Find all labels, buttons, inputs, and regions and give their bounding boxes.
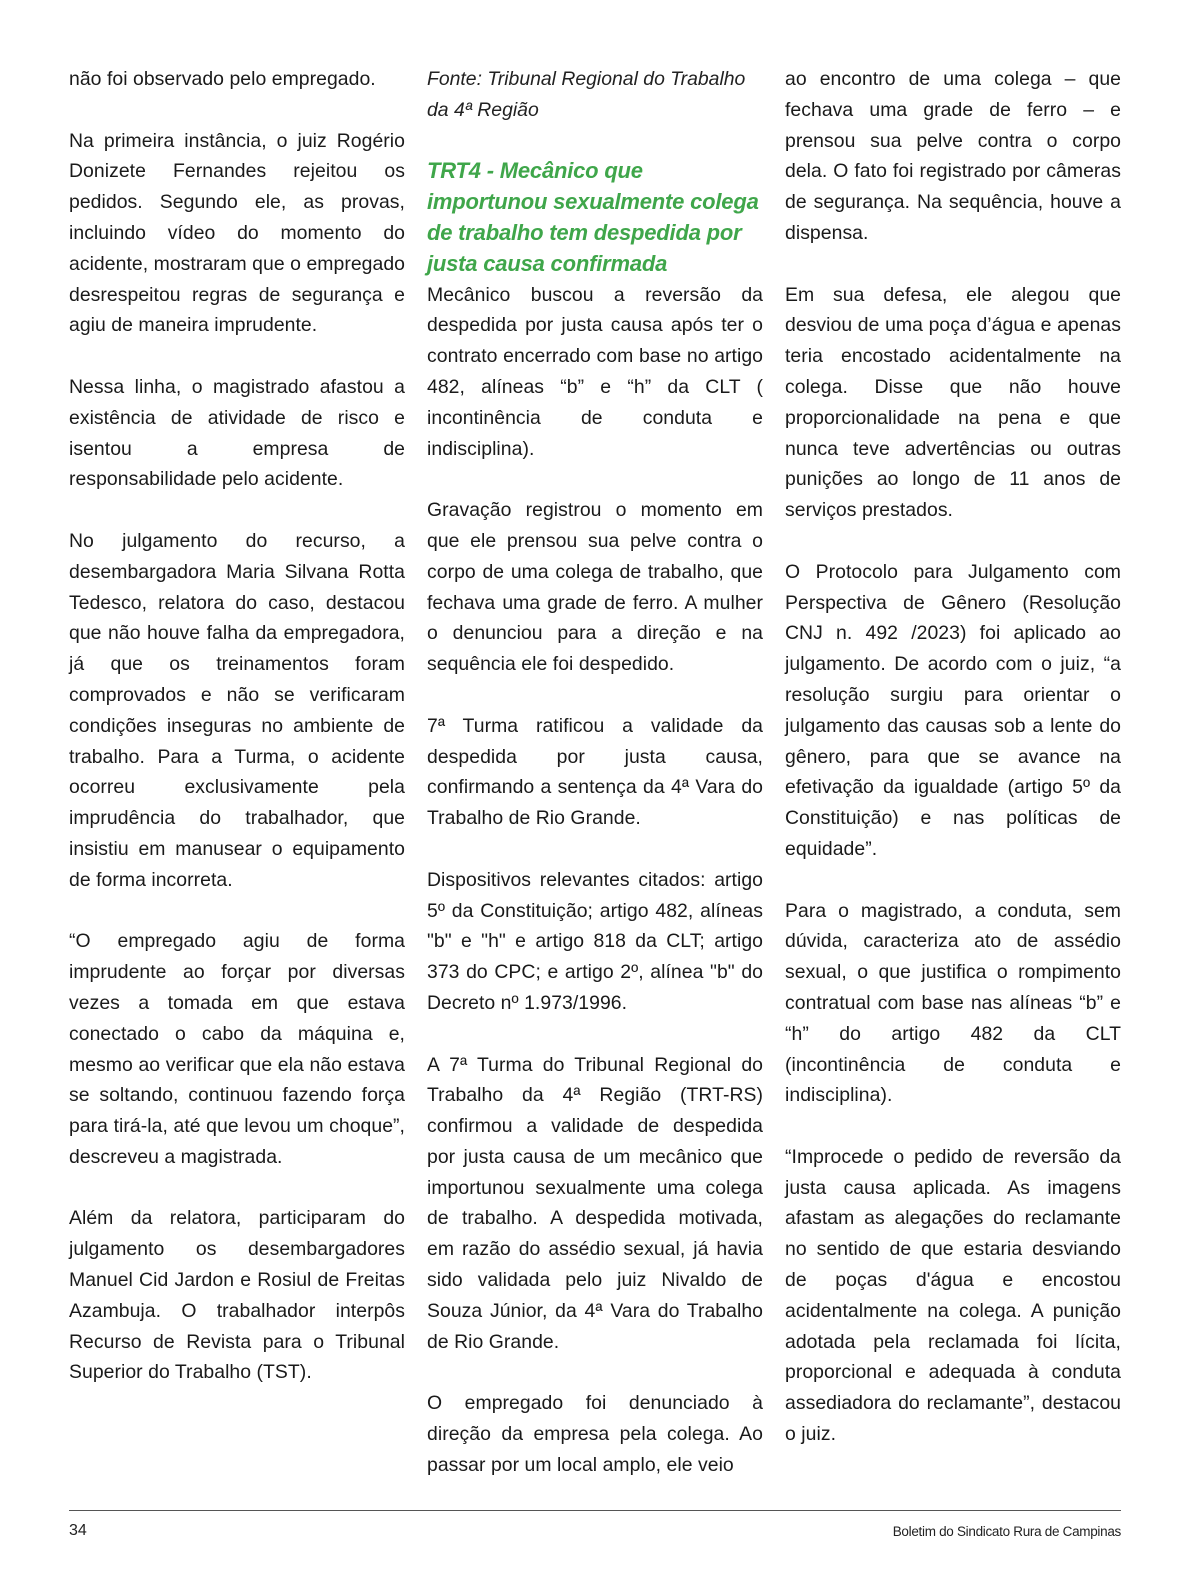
publication-name: Boletim do Sindicato Rura de Campinas	[892, 1524, 1121, 1539]
column-1	[69, 64, 405, 1419]
paragraph: 7ª Turma ratificou a validade da despedida por justa causa, confirmando a sentença da 4ª Vara do Trabalho de Rio Grande.	[427, 714, 763, 830]
quote-paragraph: “Improcede o pedido de reversão da justa causa aplicada. As imagens afastam as alegações do reclamante no sentido de que estaria desviando de poças d'água e encostou acidentalmente na colega. A punição adotada pela reclamada foi lícita, proporcional e adequada à conduta assediadora do reclamante”, destacou o juiz.	[785, 1145, 1121, 1446]
source-credit: Fonte: Tribunal Regional do Trabalho da 4ª Região	[427, 68, 746, 121]
paragraph: O empregado foi denunciado à direção da empresa pela colega. Ao passar por um local amplo, ele veio	[427, 1392, 763, 1476]
column-2	[427, 64, 763, 1481]
paragraph: ao encontro de uma colega – que fechava uma grade de ferro – e prensou sua pelve contra o corpo dela. O fato foi registrado por câmeras de segurança. Na sequência, houve a dispensa.	[785, 68, 1121, 244]
article-lead: Mecânico buscou a reversão da despedida por justa causa após ter o contrato encerrado com base no artigo 482, alíneas “b” e “h” da CLT ( incontinência de conduta e indisciplina).	[427, 283, 763, 460]
paragraph: No julgamento do recurso, a desembargadora Maria Silvana Rotta Tedesco, relatora do caso, destacou que não houve falha da empregadora, já que os treinamentos foram comprovados e não se verificaram condições inseguras no ambiente de trabalho. Para a Turma, o acidente ocorreu exclusivamente pela imprudência do trabalhador, que insistiu em manusear o equipamento de forma incorreta.	[69, 529, 405, 891]
article-headline: TRT4 - Mecânico que importunou sexualmente colega de trabalho tem despedida por justa causa confirmada	[427, 158, 759, 276]
paragraph: Gravação registrou o momento em que ele prensou sua pelve contra o corpo de uma colega de trabalho, que fechava uma grade de ferro. A mulher o denunciou para a direção e na sequência ele foi despedido.	[427, 499, 763, 676]
footer-divider	[69, 1510, 1121, 1511]
paragraph: A 7ª Turma do Tribunal Regional do Trabalho da 4ª Região (TRT-RS) confirmou a validade de despedida por justa causa de um mecânico que importunou sexualmente uma colega de trabalho. A despedida motivada, em razão do assédio sexual, já havia sido validada pelo juiz Nivaldo de Souza Júnior, da 4ª Vara do Trabalho de Rio Grande.	[427, 1053, 763, 1353]
column-3	[785, 64, 1121, 1481]
quote-paragraph: “O empregado agiu de forma imprudente ao forçar por diversas vezes a tomada em que estava conectado o cabo da máquina e, mesmo ao verificar que ela não estava se soltando, continuou fazendo força para tirá-la, até que levou um choque”, descreveu a magistrada.	[69, 930, 405, 1168]
paragraph: Na primeira instância, o juiz Rogério Donizete Fernandes rejeitou os pedidos. Segundo ele, as provas, incluindo vídeo do momento do acidente, mostraram que o empregado desrespeitou regras de segurança e agiu de maneira imprudente.	[69, 129, 405, 337]
paragraph: Para o magistrado, a conduta, sem dúvida, caracteriza ato de assédio sexual, o que justifica o rompimento contratual com base nas alíneas “b” e “h” do artigo 482 da CLT (incontinência de conduta e indisciplina).	[785, 899, 1121, 1107]
paragraph: Nessa linha, o magistrado afastou a existência de atividade de risco e isentou a empresa de responsabilidade pelo acidente.	[69, 375, 405, 491]
paragraph: Além da relatora, participaram do julgamento os desembargadores Manuel Cid Jardon e Rosiul de Freitas Azambuja. O trabalhador interpôs Recurso de Revista para o Tribunal Superior do Trabalho (TST).	[69, 1207, 405, 1384]
paragraph: O Protocolo para Julgamento com Perspectiva de Gênero (Resolução CNJ n. 492 /2023) foi aplicado ao julgamento. De acordo com o juiz, “a resolução surgiu para orientar o julgamento das causas sob a lente do gênero, para que se avance na efetivação da igualdade (artigo 5º da Constituição) e nas políticas de equidade”.	[785, 560, 1121, 860]
paragraph: Em sua defesa, ele alegou que desviou de uma poça d’água e apenas teria encostado acidentalmente na colega. Disse que não houve proporcionalidade na pena e que nunca teve advertências ou outras punições ao longo de 11 anos de serviços prestados.	[785, 283, 1121, 522]
paragraph: não foi observado pelo empregado.	[69, 68, 376, 90]
page-number: 34	[69, 1522, 87, 1539]
legal-references: Dispositivos relevantes citados: artigo 5º da Constituição; artigo 482, alíneas "b" e "h" e artigo 818 da CLT; artigo 373 do CPC; e artigo 2º, alínea "b" do Decreto nº 1.973/1996.	[427, 868, 763, 1014]
